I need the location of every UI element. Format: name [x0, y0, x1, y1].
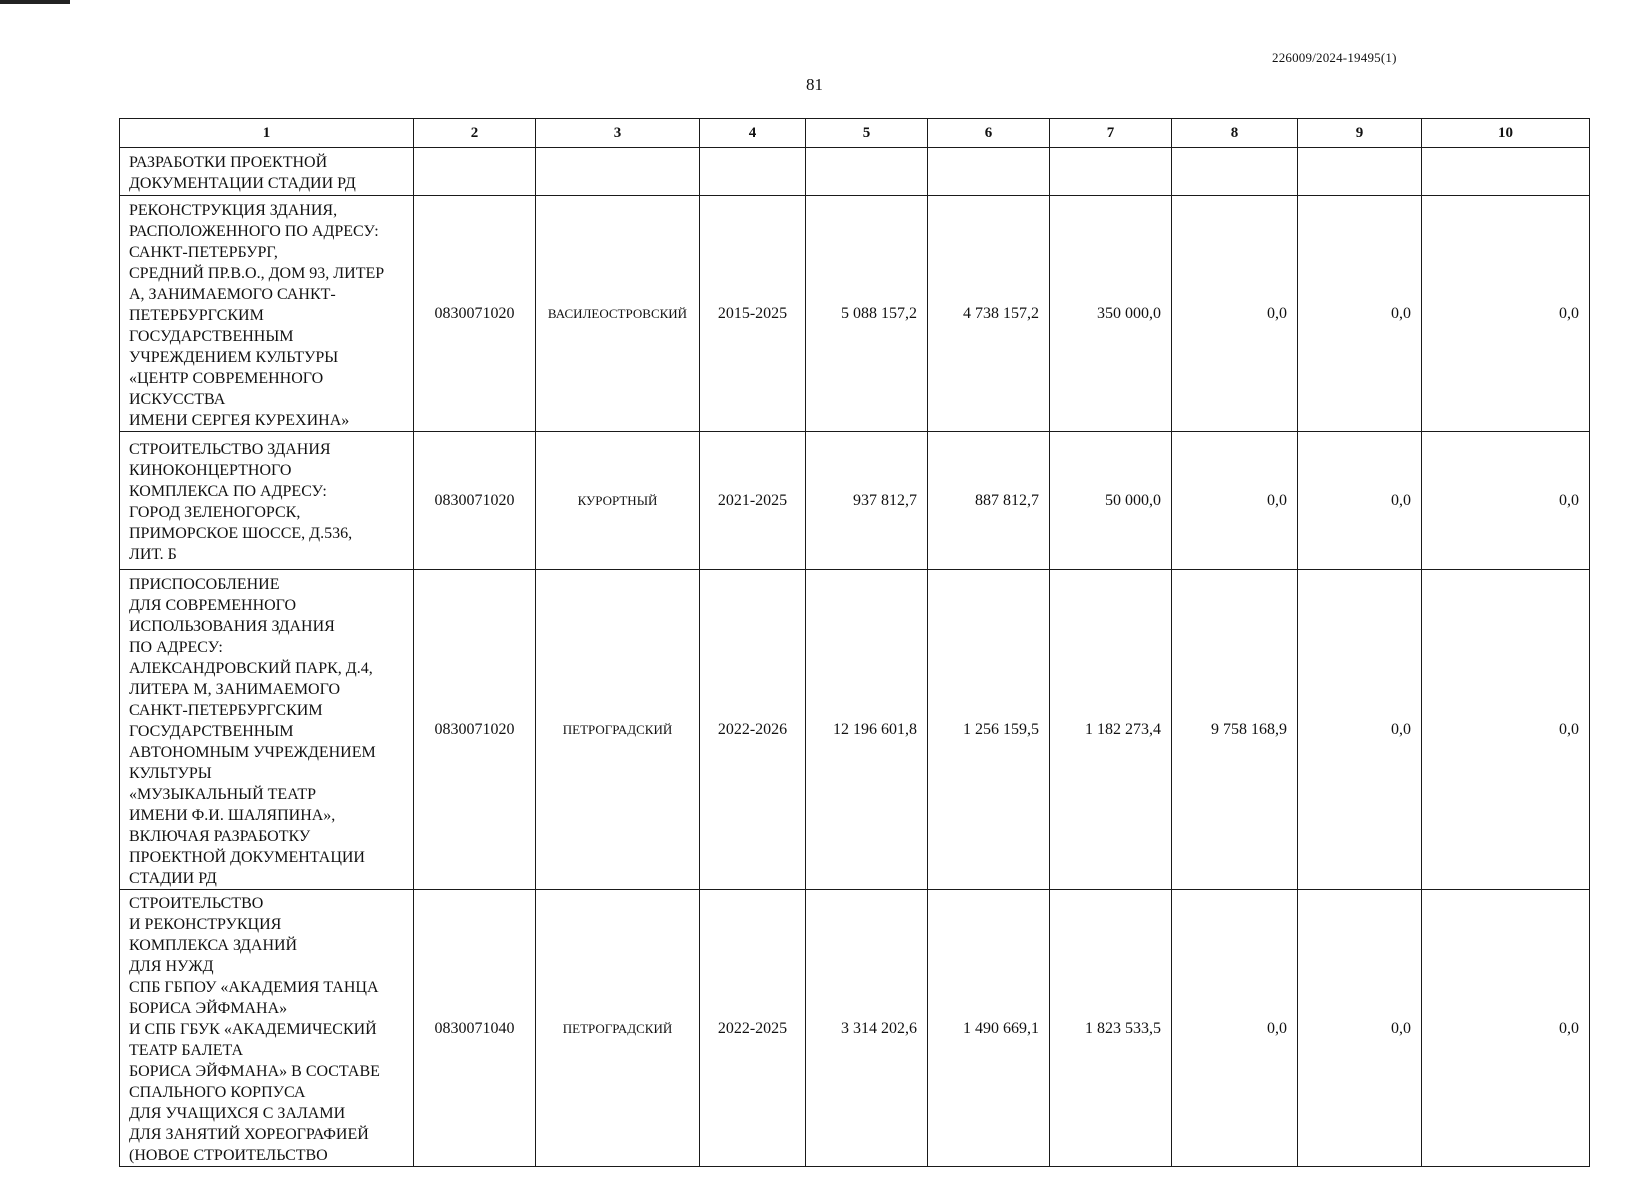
- page-number: 81: [806, 75, 823, 94]
- district-cell: ВАСИЛЕОСТРОВСКИЙ: [536, 196, 700, 432]
- value-col5-cell: 937 812,7: [806, 432, 928, 570]
- column-header-4: 4: [700, 119, 806, 148]
- period-cell: 2015-2025: [700, 196, 806, 432]
- value-col10-cell: 0,0: [1422, 570, 1590, 890]
- column-header-6: 6: [928, 119, 1050, 148]
- value-col9-cell: 0,0: [1298, 196, 1422, 432]
- table-row: [120, 890, 1590, 1167]
- value-col8-cell: 0,0: [1172, 432, 1298, 570]
- object-name-cell: СТРОИТЕЛЬСТВО И РЕКОНСТРУКЦИЯ КОМПЛЕКСА ЗДАНИЙ ДЛЯ НУЖД СПБ ГБПОУ «АКАДЕМИЯ ТАНЦА БОРИСА ЭЙФМАНА» И СПБ ГБУК «АКАДЕМИЧЕСКИЙ ТЕАТР БАЛЕТА БОРИСА ЭЙФМАНА» В СОСТАВЕ СПАЛЬНОГО КОРПУСА ДЛЯ УЧАЩИХСЯ С ЗАЛАМИ ДЛЯ ЗАНЯТИЙ ХОРЕОГРАФИЕЙ (НОВОЕ СТРОИТЕЛЬСТВО: [120, 890, 414, 1167]
- budget-code-cell: [414, 148, 536, 196]
- value-col8-cell: 0,0: [1172, 196, 1298, 432]
- table-row: [120, 148, 1590, 196]
- table-row: [120, 570, 1590, 890]
- value-col6-cell: 1 490 669,1: [928, 890, 1050, 1167]
- period-cell: 2022-2026: [700, 570, 806, 890]
- value-col6-cell: 4 738 157,2: [928, 196, 1050, 432]
- district-cell: КУРОРТНЫЙ: [536, 432, 700, 570]
- table-row: [120, 432, 1590, 570]
- column-header-9: 9: [1298, 119, 1422, 148]
- table-row: [120, 196, 1590, 432]
- value-col9-cell: 0,0: [1298, 432, 1422, 570]
- object-name-cell: РЕКОНСТРУКЦИЯ ЗДАНИЯ, РАСПОЛОЖЕННОГО ПО АДРЕСУ: САНКТ-ПЕТЕРБУРГ, СРЕДНИЙ ПР.В.О., ДОМ 93, ЛИТЕР А, ЗАНИМАЕМОГО САНКТ- ПЕТЕРБУРГСКИМ ГОСУДАРСТВЕННЫМ УЧРЕЖДЕНИЕМ КУЛЬТУРЫ «ЦЕНТР СОВРЕМЕННОГО ИСКУССТВА ИМЕНИ СЕРГЕЯ КУРЕХИНА»: [120, 196, 414, 432]
- object-name-cell: ПРИСПОСОБЛЕНИЕ ДЛЯ СОВРЕМЕННОГО ИСПОЛЬЗОВАНИЯ ЗДАНИЯ ПО АДРЕСУ: АЛЕКСАНДРОВСКИЙ ПАРК, Д.4, ЛИТЕРА М, ЗАНИМАЕМОГО САНКТ-ПЕТЕРБУРГСКИМ ГОСУДАРСТВЕННЫМ АВТОНОМНЫМ УЧРЕЖДЕНИЕМ КУЛЬТУРЫ «МУЗЫКАЛЬНЫЙ ТЕАТР ИМЕНИ Ф.И. ШАЛЯПИНА», ВКЛЮЧАЯ РАЗРАБОТКУ ПРОЕКТНОЙ ДОКУМЕНТАЦИИ СТАДИИ РД: [120, 570, 414, 890]
- object-name-cell: РАЗРАБОТКИ ПРОЕКТНОЙ ДОКУМЕНТАЦИИ СТАДИИ РД: [120, 148, 414, 196]
- column-header-10: 10: [1422, 119, 1590, 148]
- value-col9-cell: 0,0: [1298, 570, 1422, 890]
- district-cell: ПЕТРОГРАДСКИЙ: [536, 890, 700, 1167]
- value-col10-cell: 0,0: [1422, 432, 1590, 570]
- value-col7-cell: [1050, 148, 1172, 196]
- period-cell: [700, 148, 806, 196]
- value-col9-cell: 0,0: [1298, 890, 1422, 1167]
- scan-edge-mark: [0, 0, 70, 4]
- table-header-row: [120, 119, 1590, 148]
- district-cell: ПЕТРОГРАДСКИЙ: [536, 570, 700, 890]
- district-cell: [536, 148, 700, 196]
- budget-code-cell: 0830071020: [414, 432, 536, 570]
- value-col7-cell: 1 823 533,5: [1050, 890, 1172, 1167]
- value-col8-cell: 9 758 168,9: [1172, 570, 1298, 890]
- value-col8-cell: 0,0: [1172, 890, 1298, 1167]
- column-header-2: 2: [414, 119, 536, 148]
- value-col6-cell: 1 256 159,5: [928, 570, 1050, 890]
- column-header-7: 7: [1050, 119, 1172, 148]
- value-col6-cell: [928, 148, 1050, 196]
- value-col10-cell: 0,0: [1422, 890, 1590, 1167]
- value-col6-cell: 887 812,7: [928, 432, 1050, 570]
- period-cell: 2022-2025: [700, 890, 806, 1167]
- column-header-8: 8: [1172, 119, 1298, 148]
- budget-table: [119, 118, 1590, 1167]
- value-col7-cell: 1 182 273,4: [1050, 570, 1172, 890]
- column-header-1: 1: [120, 119, 414, 148]
- document-id: 226009/2024-19495(1): [1272, 50, 1397, 65]
- value-col5-cell: 12 196 601,8: [806, 570, 928, 890]
- value-col5-cell: 5 088 157,2: [806, 196, 928, 432]
- budget-code-cell: 0830071020: [414, 196, 536, 432]
- object-name-cell: СТРОИТЕЛЬСТВО ЗДАНИЯ КИНОКОНЦЕРТНОГО КОМПЛЕКСА ПО АДРЕСУ: ГОРОД ЗЕЛЕНОГОРСК, ПРИМОРСКОЕ ШОССЕ, Д.536, ЛИТ. Б: [120, 432, 414, 570]
- value-col7-cell: 350 000,0: [1050, 196, 1172, 432]
- budget-code-cell: 0830071020: [414, 570, 536, 890]
- budget-code-cell: 0830071040: [414, 890, 536, 1167]
- value-col5-cell: [806, 148, 928, 196]
- value-col7-cell: 50 000,0: [1050, 432, 1172, 570]
- value-col5-cell: 3 314 202,6: [806, 890, 928, 1167]
- period-cell: 2021-2025: [700, 432, 806, 570]
- value-col9-cell: [1298, 148, 1422, 196]
- value-col10-cell: 0,0: [1422, 196, 1590, 432]
- column-header-3: 3: [536, 119, 700, 148]
- column-header-5: 5: [806, 119, 928, 148]
- value-col8-cell: [1172, 148, 1298, 196]
- value-col10-cell: [1422, 148, 1590, 196]
